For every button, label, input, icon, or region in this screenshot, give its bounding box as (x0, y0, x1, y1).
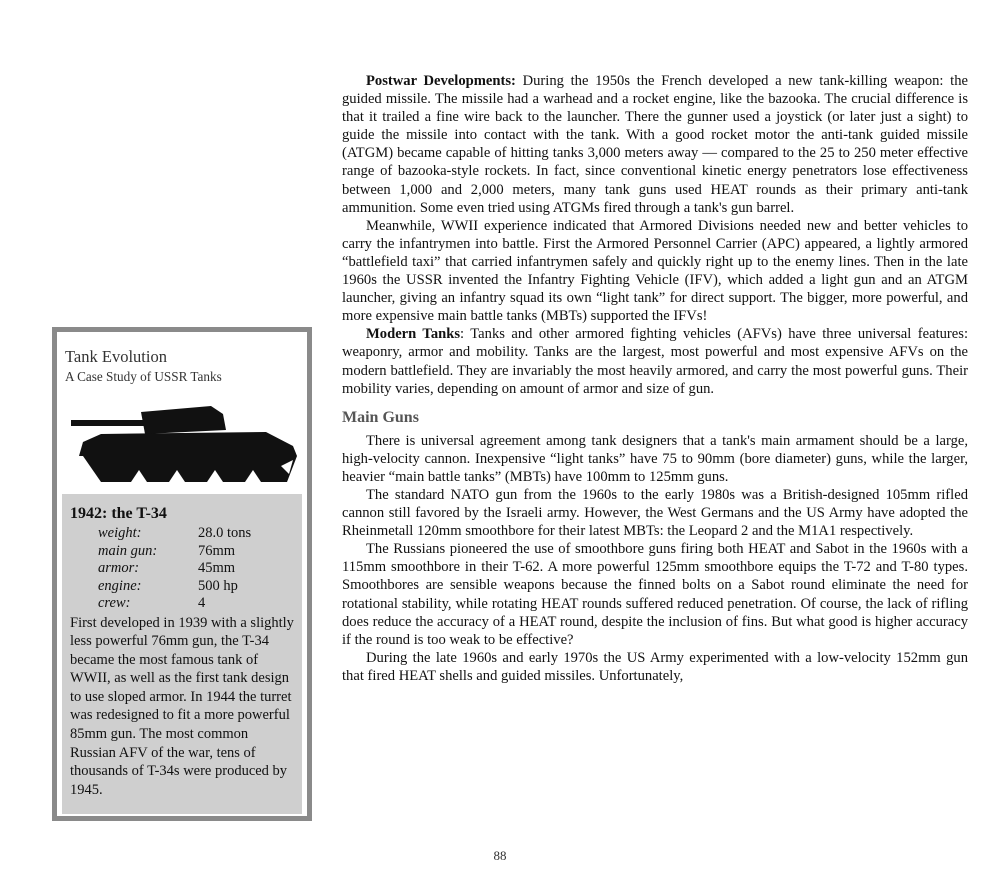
spec-value: 500 hp (198, 577, 238, 594)
paragraph-text: During the 1950s the French developed a new tank-killing weapon: the guided missile. The missile had a warhead and a rocket engine, like the bazooka. The crucial difference is that it trailed a fine wire back to the launcher. There the gunner used a joystick (or later just a sight) to guide the missile into contact with the tank. With a good rocket motor the anti-tank guided missile (ATGM) became capable of hitting tanks 3,000 meters away — compared to the 25 to 250 meter effective range of bazooka-style rockets. In fact, since conventional kinetic energy penetrators lose effectiveness between 1,000 and 2,000 meters, many tank guns used HEAT rounds as their primary anti-tank ammunition. Some even tried using ATGMs fired through a tank's gun barrel. (342, 73, 969, 216)
spec-value: 28.0 tons (198, 525, 252, 541)
sidebar-title: Tank Evolution (65, 347, 167, 366)
paragraph-main-guns-4: During the late 1960s and early 1970s the US Army experimented with a low-velocity 152mm gun that fired HEAT shells and guided missiles. Unfortunately, (342, 649, 968, 684)
tank-heading: 1942: the T-34 (70, 505, 167, 522)
lead-postwar: Postwar Developments: (366, 73, 516, 89)
tank-description: First developed in 1939 with a slightly less powerful 76mm gun, the T-34 became the most famous tank of WWII, as well as the first tank design to use sloped armor. In 1944 the turret was redesigned to fit a more powerful 85mm gun. The most common Russian AFV of the war, tens of thousands of T-34s were produced by 1945. (70, 614, 294, 798)
spec-row-armor (70, 560, 294, 578)
t34-tank-silhouette-icon (61, 390, 307, 490)
lead-modern-tanks: Modern Tanks (366, 326, 461, 343)
spec-value: 45mm (198, 560, 236, 576)
paragraph-main-guns-2: The standard NATO gun from the 1960s to the early 1980s was a British-designed 105mm rifled cannon still favored by the Israeli army. However, the West Germans and the US Army have adopted the Rheinmetall 120mm smoothbore for their latest MBTs: the Leopard 2 and the M1A1 respectively. (342, 486, 968, 540)
spec-panel (62, 494, 302, 814)
sidebar-tank-evolution (52, 327, 312, 821)
page-number: 88 (493, 848, 507, 863)
spec-row-crew (70, 595, 294, 613)
main-column (342, 72, 968, 685)
spec-row-weight (70, 525, 294, 543)
spec-label: main gun: (98, 542, 158, 559)
paragraph-postwar (342, 72, 968, 217)
paragraph-ifv: Meanwhile, WWII experience indicated that Armored Divisions needed new and better vehicles to carry the infantrymen into battle. First the Armored Personnel Carrier (APC) appeared, a lightly armored “battlefield taxi” that carried infantrymen safely and quickly right up to the enemy lines. Then in the late 1960s the USSR invented the Infantry Fighting Vehicle (IFV), which added a light gun and an ATGM launcher, giving an infantry squad its own “light tank” for direct support. The bigger, more powerful, and more expensive main battle tanks (MBTs) supported the IFVs! (342, 217, 968, 325)
paragraph-text: : Tanks and other armored fighting vehicles (AFVs) have three universal features: weaponry, armor and mobility. Tanks are the largest, most powerful and most expensive AFVs on the modern battlefield. They are invariably the most heavily armored, and carry the most powerful guns. Their mobility varies, depending on amount of armor and size of gun. (342, 326, 969, 397)
spec-label: armor: (98, 560, 140, 576)
spec-row-engine (70, 578, 294, 596)
paragraph-main-guns-3: The Russians pioneered the use of smoothbore guns firing both HEAT and Sabot in the 1960s with a 115mm smoothbore in their T-62. A more powerful 125mm smoothbore equips the T-72 and T-80 types. Smoothbores are sensible weapons because the finned bolts on a Sabot round eliminate the need for rotational stability, while rotating HEAT rounds suffered reduced penetration. Of course, the lack of rifling does reduce the accuracy of a HEAT round, despite the inclusion of fins. But what good is higher accuracy if the round is too weak to be effective? (342, 541, 968, 648)
spec-row-main-gun (70, 543, 294, 561)
spec-label: weight: (98, 525, 142, 541)
spec-label: crew: (98, 595, 131, 611)
paragraph-main-guns-1: There is universal agreement among tank designers that a tank's main armament should be a large, high-velocity cannon. Inexpensive “light tanks” have 75 to 90mm (bore diameter) guns, while the larger, heavier “main battle tanks” (MBTs) have 100mm to 125mm guns. (342, 432, 968, 485)
section-heading-main-guns: Main Guns (342, 408, 419, 426)
spec-label: engine: (98, 577, 142, 594)
sidebar-subtitle: A Case Study of USSR Tanks (65, 369, 222, 384)
spec-value: 76mm (198, 542, 236, 559)
spec-value: 4 (198, 595, 206, 611)
paragraph-modern (342, 325, 968, 397)
